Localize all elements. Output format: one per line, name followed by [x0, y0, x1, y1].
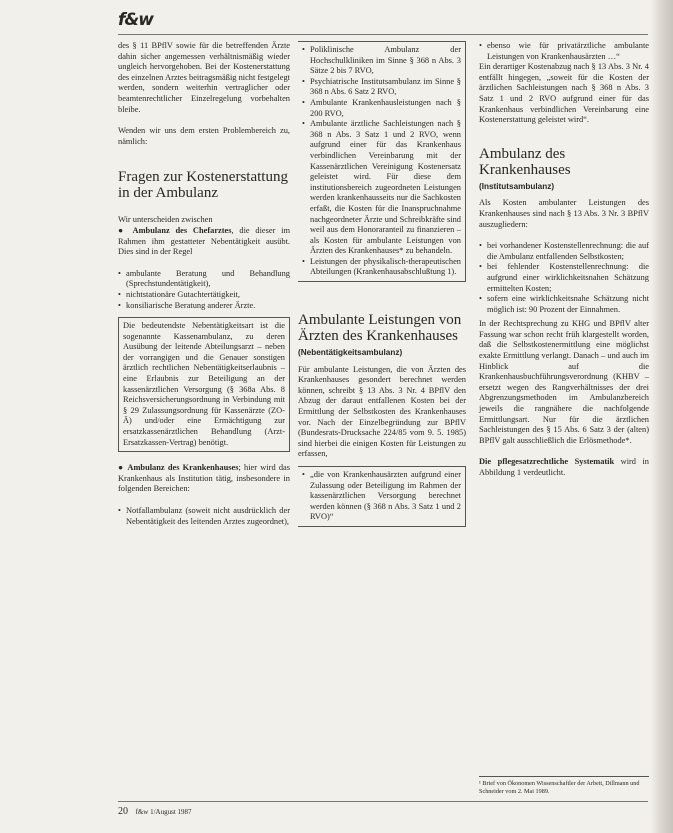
- list-item: • sofern eine wirklichkeitsnahe Schätzung nicht möglich ist: 90 Prozent der Einnahmen.: [479, 294, 649, 315]
- paragraph-text: wird in Abbildung 1 verdeutlicht.: [479, 457, 649, 477]
- paragraph: Die bedeutendste Nebentätigkeitsart ist die sogenannte Kassenambulanz, zu deren Ausübung der leitende Abteilungsarzt – neben der vorrangigen und die Genauer sonstigen ärztlich rechtlichen Nebentätigkeitserlaubnis – eine Erlaubnis zur Beteiligung an der kassenärztlichen Versorgung (§ 368a Abs. 8 Reichsversicherungsordnung in Verbindung mit § 29 Zulassungsordnung für Kassenärzte (ZO-Ä) und/oder eine Ermächtigung zur ersatzkassenärztlichen Behandlung (Arzt-Ersatzkassen-Vertrag) benötigt.: [123, 321, 285, 447]
- paragraph: Ein derartiger Kostenabzug nach § 13 Abs. 3 Nr. 4 entfällt hingegen, „soweit für die Kosten der ärztlichen Sachleistungen nach § 368 n Abs. 3 Satz 1 und 2 RVO aufgrund einer für das Krankenhaus verbindlichen Vereinbarung eine Kostenerstattung geleistet wird“.: [479, 62, 649, 125]
- list-item: • bei fehlender Kostenstellenrechnung: die aufgrund einer wirklichkeitsnahen Schätzung ermittelten Kosten;: [479, 262, 649, 294]
- list-item: • nichtstationäre Gutachtertätigkeit,: [118, 290, 290, 301]
- bullet-box: [298, 41, 466, 282]
- term-bold: Ambulanz des Krankenhauses: [127, 463, 239, 473]
- paragraph-text: , die dieser im Rahmen ihm gestatteter Nebentätigkeit ausübt. Dies sind in der Regel: [118, 225, 291, 257]
- page-edge: [651, 0, 673, 833]
- paragraph: Als Kosten ambulanter Leistungen des Krankenhauses sind nach § 13 Abs. 3 Nr. 3 BPflV auszugliedern:: [479, 198, 649, 229]
- paragraph: In der Rechtsprechung zu KHG und BPflV alter Fassung war schon recht früh klargestellt worden, daß die Selbstkostenermittlung eine möglichst exakte Ermittlung verlangt. Danach – und auch im Hinblick auf die Krankenhausbuchführungsverordnung (KHBV – ersetzt wegen des Rangverhältnisses der drei Abgrenzungsmethoden im Ambulanzbereich jeweils die rangnähere die nachfolgende Ermittlungsart. Nur für die ärztlichen Sachleistungen des § 15 Abs. 6 Satz 3 der (alten) BPflV galt ausschließlich die Erlösmethode*.: [479, 319, 649, 445]
- paragraph: Wenden wir uns dem ersten Problembereich zu, nämlich:: [118, 126, 290, 146]
- paragraph-text: ; hier wird das Krankenhaus als Institution tätig, insbesondere in folgenden Bereichen:: [118, 463, 290, 494]
- list-item: • Notfallambulanz (soweit nicht ausdrücklich der Nebentätigkeit des leitenden Arztes zugeordnet),: [118, 506, 290, 527]
- header-rule: [118, 34, 648, 35]
- page-number: 20: [118, 806, 128, 817]
- footer-rule: [118, 801, 648, 802]
- journal-logo: f&w: [118, 10, 153, 30]
- section-subheading: (Nebentätigkeitsambulanz): [298, 348, 403, 358]
- term-bold: Die pflegesatzrechtliche Systematik: [479, 457, 615, 467]
- footnote: ¹ Brief von Ökonomen Wissenschaftler der Arbeit, Dillmann und Schneider vom 2. Mai 1989.: [479, 776, 649, 796]
- list-item: • ebenso wie für privatärztliche ambulante Leistungen von Krankenhausärzten …“: [479, 41, 649, 62]
- quote-box: [298, 466, 466, 527]
- paragraph: ● Ambulanz des Chefarztes, die dieser im Rahmen ihm gestatteter Nebentätigkeit ausübt. Dies sind in der Regel: [118, 225, 291, 257]
- paragraph: Für ambulante Leistungen, die von Ärzten des Krankenhauses gesondert berechnet werden können, schreibt § 13 Abs. 3 Nr. 4 BPflV den Abzug der daraut entfallenen Kosten bei der Ermittlung der Selbstkosten des Krankenhauses vor. Nach der Einzelbegründung zur BPflV (Bundesrats-Drucksache 224/85 vom 9. 5. 1985) sind hierbei die einigen Kosten für Leistungen zu erfassen,: [298, 364, 466, 459]
- list-item: • Ambulante ärztliche Sachleistungen nach § 368 n Abs. 3 Satz 1 und 2 RVO, wenn aufgrund einer für das Krankenhaus verbindlichen Vereinbarung mit der Kassenärztlichen Vereinigung Kostenersatz geleistet wird. Für diese dem institutionsbereich zugeordneten Leistungen werden krankenhausseits nur die Sachkosten erfaßt, die Kosten für die Inanspruchnahme nachgeordneter Ärzte und Schreibkräfte sind weil aus dem Honoraranteil zu finanzieren – als Kosten für ambulante Leistungen von Ärzten des Krankenhauses* zu behandeln.: [302, 119, 461, 257]
- paragraph: des § 11 BPflV sowie für die betreffenden Ärzte dahin sicher angemessen verhältnismäßig wieder ungleich hervorgehoben. Bei der Kostenerstattung des einzelnen Arztes beitragsmäßig nicht festgelegt werden, sondern weiterhin vertraglicher oder beamtenrechtlicher Einzelregelung vorbehalten bleibe.: [118, 41, 290, 114]
- quote: • „die von Krankenhausärzten aufgrund einer Zulassung oder Beteiligung im Rahmen der kassenärztlichen Versorgung berechnet werden können (§ 368 n Abs. 3 Satz 1 und 2 RVO)“: [302, 470, 461, 523]
- paragraph: [479, 457, 649, 478]
- section-heading: Ambulanz des Krankenhauses: [479, 145, 571, 178]
- paragraph: Wir unterscheiden zwischen: [118, 215, 213, 225]
- page-footer: [118, 806, 192, 817]
- list-item: • bei vorhandener Kostenstellenrechnung: die auf die Ambulanz entfallenden Selbstkosten;: [479, 241, 649, 262]
- paragraph: ● Ambulanz des Krankenhauses; hier wird das Krankenhaus als Institution tätig, insbesondere in folgenden Bereichen:: [118, 463, 290, 494]
- info-box: [118, 317, 290, 452]
- list-item: • Psychiatrische Institutsambulanz im Sinne § 368 n Abs. 6 Satz 2 RVO,: [302, 77, 461, 98]
- term-bold: Ambulanz des Chefarztes: [132, 225, 232, 235]
- list-item: • konsiliarische Beratung anderer Ärzte.: [118, 301, 290, 312]
- column-3: [479, 41, 649, 479]
- section-heading: Fragen zur Kostenerstattung in der Ambulanz: [118, 169, 288, 202]
- section-heading: Ambulante Leistungen von Ärzten des Krankenhauses: [298, 312, 462, 345]
- list-item: • Leistungen der physikalisch-therapeutischen Abteilungen (Krankenhausabschlußtung 1).: [302, 257, 461, 278]
- journal-issue: f&w 1/August 1987: [135, 808, 192, 816]
- column-1: [118, 41, 290, 527]
- section-subheading: (Institutsambulanz): [479, 181, 555, 191]
- column-2: [298, 41, 466, 527]
- list-item: • Ambulante Krankenhausleistungen nach § 200 RVO,: [302, 98, 461, 119]
- list-item: • ambulante Beratung und Behandlung (Sprechstundentätigkeit),: [118, 269, 290, 290]
- list-item: • Poliklinische Ambulanz der Hochschulkliniken im Sinne § 368 n Abs. 3 Sätze 2 bis 7 RVO,: [302, 45, 461, 77]
